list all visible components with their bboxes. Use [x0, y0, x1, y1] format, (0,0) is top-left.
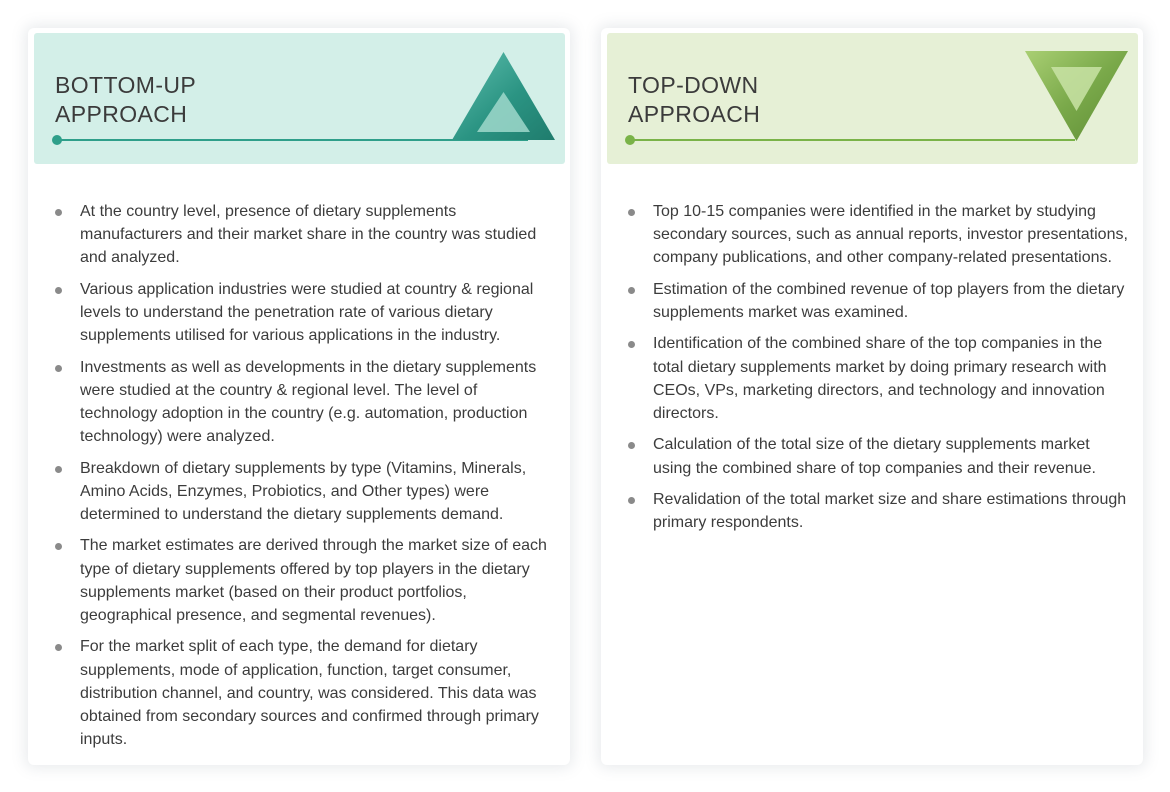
list-item: [50, 200, 550, 270]
top-down-divider: [629, 139, 1075, 141]
list-item: [50, 635, 550, 751]
list-item-text: At the country level, presence of dietary supplements manufacturers and their market share in the country was studied and analyzed.: [80, 203, 537, 267]
triangle-up-icon: [450, 50, 557, 144]
list-item: [50, 278, 550, 348]
list-item: [50, 457, 550, 527]
bottom-up-list: [50, 200, 550, 760]
bullet-icon: [628, 209, 635, 216]
list-item: [623, 332, 1128, 425]
top-down-header: [607, 33, 1138, 164]
list-item-text: Various application industries were studied at country & regional levels to understand the penetration rate of various dietary supplements utilised for various applications in the industry.: [80, 280, 534, 345]
list-item-text: For the market split of each type, the demand for dietary supplements, mode of application, function, target consumer, distribution channel, and country, was considered. This data was obtained from secondary sources and confirmed through primary inputs.: [80, 638, 539, 749]
list-item-text: Revalidation of the total market size and share estimations through primary respondents.: [653, 490, 1127, 532]
bullet-icon: [628, 341, 635, 348]
divider-dot: [52, 135, 62, 145]
list-item-text: Estimation of the combined revenue of top players from the dietary supplements market was examined.: [653, 280, 1125, 321]
bullet-icon: [55, 287, 62, 294]
list-item: [623, 200, 1128, 270]
bottom-up-title: BOTTOM-UP APPROACH: [55, 72, 197, 127]
triangle-down-icon: [1023, 49, 1130, 143]
list-item-text: The market estimates are derived through the market size of each type of dietary supplements offered by top players in the dietary supplements market (based on their product portfolios, geographical presence, and segmental revenues).: [80, 537, 547, 624]
list-item-text: Top 10-15 companies were identified in the market by studying secondary sources, such as annual reports, investor presentations, company publications, and other company-related presentations.: [653, 203, 1128, 267]
divider-dot: [625, 135, 635, 145]
bottom-up-header: [34, 33, 565, 164]
bullet-icon: [55, 543, 62, 550]
top-down-list: [623, 200, 1128, 543]
bullet-icon: [628, 287, 635, 294]
bullet-icon: [55, 365, 62, 372]
bullet-icon: [55, 209, 62, 216]
bullet-icon: [628, 497, 635, 504]
list-item-text: Identification of the combined share of the top companies in the total dietary supplements market by doing primary research with CEOs, VPs, marketing directors, and technology and innovation directors.: [653, 335, 1107, 422]
list-item: [623, 433, 1128, 479]
list-item-text: Investments as well as developments in the dietary supplements were studied at the country & regional level. The level of technology adoption in the country (e.g. automation, production technology) were analyzed.: [80, 358, 537, 446]
list-item-text: Calculation of the total size of the dietary supplements market using the combined share of top companies and their revenue.: [653, 436, 1096, 477]
top-down-title: TOP-DOWN APPROACH: [628, 72, 761, 127]
list-item: [623, 278, 1128, 324]
bullet-icon: [628, 442, 635, 449]
list-item: [623, 488, 1128, 534]
list-item: [50, 534, 550, 627]
list-item: [50, 356, 550, 449]
bullet-icon: [55, 644, 62, 651]
bottom-up-card: [28, 28, 570, 765]
top-down-card: [601, 28, 1143, 765]
list-item-text: Breakdown of dietary supplements by type (Vitamins, Minerals, Amino Acids, Enzymes, Probiotics, and Other types) were determined to understand the dietary supplements demand.: [80, 459, 527, 523]
bullet-icon: [55, 466, 62, 473]
